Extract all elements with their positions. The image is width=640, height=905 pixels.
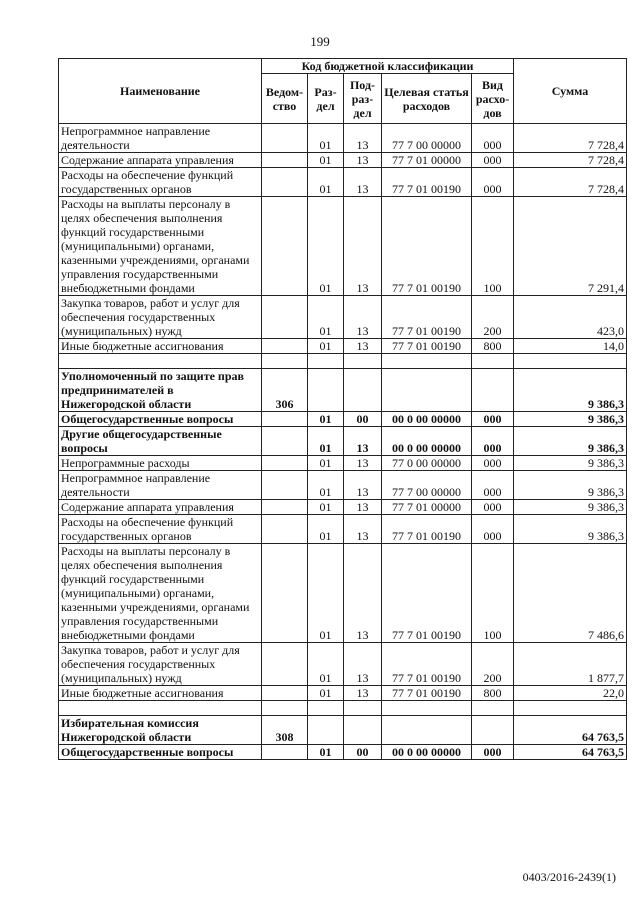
row-exp-type: 000 <box>472 500 514 515</box>
row-subsection: 13 <box>344 427 382 456</box>
page-number: 199 <box>310 34 330 49</box>
row-target: 00 0 00 00000 <box>382 412 472 427</box>
row-sum: 9 386,3 <box>514 500 627 515</box>
row-target: 77 7 01 00190 <box>382 515 472 544</box>
row-name: Непрограммное направление деятельности <box>59 124 262 153</box>
row-sum: 9 386,3 <box>514 515 627 544</box>
row-subsection: 13 <box>344 153 382 168</box>
row-exp-type: 200 <box>472 643 514 686</box>
row-section: 01 <box>308 745 344 760</box>
row-subsection: 13 <box>344 339 382 354</box>
empty-cell <box>308 701 344 716</box>
row-dept <box>262 471 308 500</box>
table-row <box>59 153 627 168</box>
row-name: Непрограммное направление деятельности <box>59 471 262 500</box>
row-exp-type: 800 <box>472 686 514 701</box>
row-target <box>382 716 472 745</box>
column-header-name: Наименование <box>59 59 262 124</box>
row-dept <box>262 168 308 197</box>
row-sum: 22,0 <box>514 686 627 701</box>
row-target: 77 7 01 00000 <box>382 500 472 515</box>
empty-cell <box>344 701 382 716</box>
table-row <box>59 427 627 456</box>
table-row <box>59 471 627 500</box>
row-subsection: 13 <box>344 686 382 701</box>
row-exp-type: 100 <box>472 544 514 643</box>
row-dept <box>262 686 308 701</box>
row-sum: 9 386,3 <box>514 456 627 471</box>
row-sum: 7 728,4 <box>514 124 627 153</box>
row-sum: 423,0 <box>514 296 627 339</box>
row-sum: 9 386,3 <box>514 471 627 500</box>
row-target: 77 7 01 00190 <box>382 643 472 686</box>
row-target <box>382 369 472 412</box>
column-header-sum: Сумма <box>514 59 627 124</box>
row-section: 01 <box>308 197 344 296</box>
row-exp-type: 000 <box>472 456 514 471</box>
row-section: 01 <box>308 544 344 643</box>
row-subsection: 13 <box>344 197 382 296</box>
row-exp-type: 000 <box>472 153 514 168</box>
row-name: Расходы на выплаты персоналу в целях обеспечения выполнения функций государственными (муниципальными) органами, казенными учреждениями, органами управления государственными внебюджетными фондами <box>59 197 262 296</box>
row-name: Закупка товаров, работ и услуг для обеспечения государственных (муниципальных) нужд <box>59 643 262 686</box>
row-sum: 7 486,6 <box>514 544 627 643</box>
row-name: Содержание аппарата управления <box>59 500 262 515</box>
row-sum: 64 763,5 <box>514 716 627 745</box>
row-name: Иные бюджетные ассигнования <box>59 339 262 354</box>
row-exp-type <box>472 369 514 412</box>
table-row <box>59 500 627 515</box>
row-target: 77 7 01 00000 <box>382 153 472 168</box>
table-row <box>59 745 627 760</box>
empty-cell <box>308 354 344 369</box>
row-target: 77 0 00 00000 <box>382 456 472 471</box>
row-section: 01 <box>308 515 344 544</box>
table-row <box>59 339 627 354</box>
row-subsection: 13 <box>344 643 382 686</box>
row-sum: 7 728,4 <box>514 168 627 197</box>
row-section: 01 <box>308 500 344 515</box>
row-sum: 9 386,3 <box>514 369 627 412</box>
row-dept <box>262 296 308 339</box>
table-row <box>59 643 627 686</box>
row-dept: 306 <box>262 369 308 412</box>
row-dept <box>262 500 308 515</box>
table-row <box>59 296 627 339</box>
row-subsection: 13 <box>344 168 382 197</box>
table-row <box>59 716 627 745</box>
row-sum: 1 877,7 <box>514 643 627 686</box>
row-section: 01 <box>308 296 344 339</box>
row-subsection <box>344 369 382 412</box>
table-row <box>59 197 627 296</box>
spacer-row <box>59 354 627 369</box>
row-subsection: 13 <box>344 471 382 500</box>
row-dept <box>262 544 308 643</box>
budget-table <box>58 58 627 760</box>
row-target: 00 0 00 00000 <box>382 427 472 456</box>
row-sum: 7 291,4 <box>514 197 627 296</box>
row-target: 77 7 01 00190 <box>382 296 472 339</box>
row-exp-type: 000 <box>472 412 514 427</box>
row-dept: 308 <box>262 716 308 745</box>
row-target: 77 7 00 00000 <box>382 124 472 153</box>
column-header-codes: Код бюджетной классификации <box>262 59 514 74</box>
row-name: Закупка товаров, работ и услуг для обеспечения государственных (муниципальных) нужд <box>59 296 262 339</box>
row-exp-type: 000 <box>472 168 514 197</box>
empty-cell <box>472 354 514 369</box>
column-header-section: Раз-дел <box>308 74 344 124</box>
row-target: 77 7 01 00190 <box>382 544 472 643</box>
row-name: Другие общегосударственные вопросы <box>59 427 262 456</box>
row-subsection: 13 <box>344 544 382 643</box>
row-dept <box>262 412 308 427</box>
row-section: 01 <box>308 471 344 500</box>
table-row <box>59 686 627 701</box>
empty-cell <box>262 354 308 369</box>
table-row <box>59 515 627 544</box>
row-exp-type: 800 <box>472 339 514 354</box>
row-target: 77 7 00 00000 <box>382 471 472 500</box>
row-section: 01 <box>308 168 344 197</box>
row-exp-type: 000 <box>472 124 514 153</box>
row-exp-type <box>472 716 514 745</box>
row-section: 01 <box>308 339 344 354</box>
empty-cell <box>472 701 514 716</box>
column-header-subsection: Под-раз-дел <box>344 74 382 124</box>
row-subsection <box>344 716 382 745</box>
column-header-exp-type: Вид расхо-дов <box>472 74 514 124</box>
row-name: Непрограммные расходы <box>59 456 262 471</box>
table-row <box>59 369 627 412</box>
row-section <box>308 369 344 412</box>
row-target: 77 7 01 00190 <box>382 686 472 701</box>
empty-cell <box>59 354 262 369</box>
row-section: 01 <box>308 124 344 153</box>
row-sum: 7 728,4 <box>514 153 627 168</box>
row-name: Расходы на выплаты персоналу в целях обеспечения выполнения функций государственными (муниципальными) органами, казенными учреждениями, органами управления государственными внебюджетными фондами <box>59 544 262 643</box>
row-name: Уполномоченный по защите прав предпринимателей в Нижегородской области <box>59 369 262 412</box>
row-sum: 9 386,3 <box>514 412 627 427</box>
row-section: 01 <box>308 412 344 427</box>
empty-cell <box>382 701 472 716</box>
table-row <box>59 168 627 197</box>
table-row <box>59 124 627 153</box>
row-target: 77 7 01 00190 <box>382 339 472 354</box>
spacer-row <box>59 701 627 716</box>
row-exp-type: 000 <box>472 745 514 760</box>
empty-cell <box>514 701 627 716</box>
column-header-target: Целевая статья расходов <box>382 74 472 124</box>
row-dept <box>262 456 308 471</box>
row-exp-type: 000 <box>472 427 514 456</box>
row-name: Расходы на обеспечение функций государственных органов <box>59 515 262 544</box>
row-name: Общегосударственные вопросы <box>59 412 262 427</box>
row-dept <box>262 124 308 153</box>
row-subsection: 13 <box>344 124 382 153</box>
row-name: Содержание аппарата управления <box>59 153 262 168</box>
row-sum: 9 386,3 <box>514 427 627 456</box>
row-target: 77 7 01 00190 <box>382 168 472 197</box>
empty-cell <box>59 701 262 716</box>
row-section: 01 <box>308 456 344 471</box>
empty-cell <box>262 701 308 716</box>
row-sum: 64 763,5 <box>514 745 627 760</box>
row-name: Иные бюджетные ассигнования <box>59 686 262 701</box>
row-dept <box>262 197 308 296</box>
row-section <box>308 716 344 745</box>
row-subsection: 13 <box>344 296 382 339</box>
row-subsection: 13 <box>344 515 382 544</box>
row-subsection: 13 <box>344 500 382 515</box>
row-name: Расходы на обеспечение функций государственных органов <box>59 168 262 197</box>
row-section: 01 <box>308 643 344 686</box>
row-section: 01 <box>308 427 344 456</box>
row-target: 00 0 00 00000 <box>382 745 472 760</box>
row-exp-type: 000 <box>472 515 514 544</box>
row-dept <box>262 515 308 544</box>
row-section: 01 <box>308 686 344 701</box>
empty-cell <box>382 354 472 369</box>
row-target: 77 7 01 00190 <box>382 197 472 296</box>
row-subsection: 00 <box>344 745 382 760</box>
document-code: 0403/2016-2439(1) <box>522 870 616 884</box>
table-body <box>59 124 627 760</box>
row-section: 01 <box>308 153 344 168</box>
table-header <box>59 59 627 124</box>
column-header-dept: Ведом-ство <box>262 74 308 124</box>
empty-cell <box>344 354 382 369</box>
row-name: Избирательная комиссия Нижегородской области <box>59 716 262 745</box>
row-exp-type: 000 <box>472 471 514 500</box>
row-dept <box>262 153 308 168</box>
row-dept <box>262 745 308 760</box>
table-row <box>59 456 627 471</box>
row-name: Общегосударственные вопросы <box>59 745 262 760</box>
row-sum: 14,0 <box>514 339 627 354</box>
row-subsection: 00 <box>344 412 382 427</box>
row-dept <box>262 643 308 686</box>
table-row <box>59 412 627 427</box>
row-dept <box>262 339 308 354</box>
empty-cell <box>514 354 627 369</box>
row-dept <box>262 427 308 456</box>
table-row <box>59 544 627 643</box>
row-exp-type: 100 <box>472 197 514 296</box>
row-exp-type: 200 <box>472 296 514 339</box>
row-subsection: 13 <box>344 456 382 471</box>
